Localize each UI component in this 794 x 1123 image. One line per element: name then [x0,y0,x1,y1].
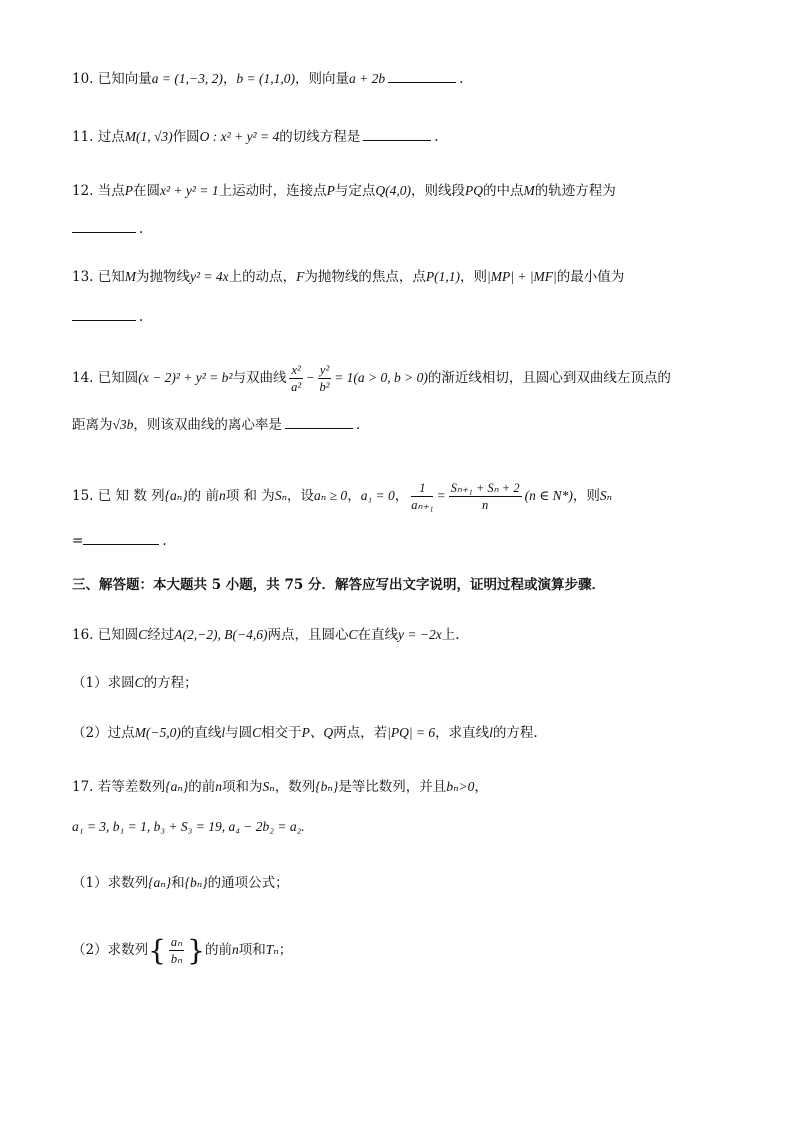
math-symbol: C [134,675,144,690]
line-equation: y = −2x [398,627,442,642]
question-text: （1）求圆 [72,675,135,691]
question-text: （2）过点 [72,725,135,741]
question-text: 已知 [97,269,125,285]
answer-blank[interactable] [363,126,431,141]
math-symbol: M [523,183,535,198]
question-text: 是等比数列，并且 [338,779,447,795]
left-brace: { [148,933,166,967]
math-symbol: P [326,183,335,198]
point-q: Q(4,0) [375,183,411,198]
question-text: ，数列 [274,779,316,795]
fraction-numerator: y² [319,363,330,377]
question-11 [72,126,734,148]
period: . [162,533,167,549]
question-text: ，则 [460,269,488,285]
question-number: 12. [72,183,98,199]
question-text: ，则该双曲线的离心率是 [133,417,282,433]
question-17 [72,776,734,798]
condition-a1: a₁ = 0 [360,488,395,503]
sequence-b: {bₙ} [315,779,339,794]
math-symbol: P、Q [301,725,334,740]
question-text: 项和为 [222,779,263,795]
answer-blank[interactable] [72,218,136,233]
period: . [139,221,144,237]
question-text: 和 [171,875,185,891]
question-text: 在圆 [133,183,161,199]
question-16-part-1 [72,672,734,694]
question-text: 项 和 为 [225,488,275,504]
math-symbol: P [124,183,134,198]
distance-value: √3b [112,417,134,432]
vector-b: b = (1,1,0) [236,71,295,86]
math-symbol: Sₙ [262,779,275,794]
vector-expr: a + 2b [348,71,386,86]
vector-a: a = (1,−3, 2) [151,71,223,86]
sequence-a: {aₙ} [148,875,172,890]
math-symbol: l [221,725,226,740]
math-symbol: M [124,269,137,284]
circle-equation: O : x² + y² = 4 [199,129,280,144]
fraction-reciprocal [411,480,433,513]
math-symbol: PQ [464,183,483,198]
question-number: 11. [72,129,98,145]
question-text: 与双曲线 [232,370,287,386]
question-text: 上的动点， [228,269,297,285]
question-text: 作圆 [172,129,200,145]
sequence-a: {aₙ} [164,488,188,503]
fraction-denominator: b² [319,380,330,394]
question-12-answer-line [72,218,734,240]
question-text: 的直线 [180,725,222,741]
period: . [459,71,464,87]
points-a-b: A(2,−2), B(−4,6) [174,627,268,642]
right-brace: } [187,933,205,967]
question-16-part-2 [72,722,734,744]
fraction-denominator: n [481,498,489,512]
question-text: 的中点 [482,183,524,199]
question-text: 与定点 [334,183,376,199]
period: . [139,309,144,325]
question-text: 的方程. [492,725,538,741]
question-text: 项和 [238,942,266,958]
question-15 [72,480,734,513]
question-text: 的前 [188,779,216,795]
question-number: 17. [72,779,98,795]
question-text: 距离为 [72,417,113,433]
condition-an: aₙ ≥ 0 [314,488,348,503]
math-symbol: n [231,942,239,957]
minus-sign: − [305,370,315,385]
question-text: 的最小值为 [556,269,625,285]
question-17-part-2 [72,934,734,967]
fraction-denominator: aₙ₊₁ [411,498,434,512]
question-text: 已 知 数 列 [97,488,165,504]
circle-equation: (x − 2)² + y² = b² [138,370,233,385]
math-symbol: Sₙ [274,488,288,503]
question-text: 的前 [204,942,232,958]
question-12 [72,180,734,202]
math-symbol: l [489,725,493,740]
domain-n: (n ∈ N*) [524,488,573,503]
question-number: 14. [72,370,98,386]
equals-sign: = [72,533,84,549]
question-text: ； [278,942,293,958]
question-17-part-1 [72,872,734,894]
sequence-a: {aₙ} [165,779,189,794]
fraction-denominator: bₙ [170,952,183,966]
point-m: M(−5,0) [134,725,181,740]
question-text: 与圆 [225,725,253,741]
question-text: ，求直线 [435,725,490,741]
question-text: ，则向量 [294,71,349,87]
question-text: 相交于 [261,725,302,741]
question-text: ，则 [572,488,600,504]
fraction-y2-b2 [318,362,331,395]
hyperbola-condition: = 1(a > 0, b > 0) [334,370,428,385]
question-text: 的轨迹方程为 [534,183,616,199]
equals-sign: = [436,488,446,503]
question-number: 15. [72,488,98,504]
question-17-conditions: a₁ = 3, b₁ = 1, b₃ + S₃ = 19, a₄ − 2b₂ = a₂. [72,819,305,834]
question-10 [72,68,734,90]
math-symbol: Tₙ [265,942,279,957]
distance-sum: |MP| + |MF| [487,269,557,284]
question-text: （2）求数列 [72,942,149,958]
fraction-an-bn [169,934,184,967]
question-14-line-2 [72,414,734,436]
fraction-numerator: aₙ [170,935,183,949]
fraction-numerator: Sₙ₊₁ + Sₙ + 2 [450,481,520,495]
question-text: 的 前 [187,488,219,504]
question-13 [72,266,734,288]
separator: ， [222,71,237,87]
separator: ， [394,488,409,504]
fraction-numerator: x² [291,363,301,377]
math-symbol: C [252,725,262,740]
fraction-numerator: 1 [411,480,433,497]
question-text: ，设 [287,488,315,504]
question-14 [72,362,734,395]
answer-blank[interactable] [285,414,353,429]
question-text: 的方程； [143,675,198,691]
question-text: 的切线方程是 [279,129,361,145]
point-p: P(1,1) [425,269,461,284]
question-text: 过点 [97,129,125,145]
period: . [355,417,361,433]
math-symbol: C [138,627,148,642]
question-number: 13. [72,269,98,285]
point-m: M(1, √3) [124,129,173,144]
question-text: ， [474,779,488,795]
sequence-b: {bₙ} [184,875,208,890]
period: . [434,129,439,145]
condition-bn: bₙ>0 [446,779,475,794]
question-text: 的通项公式； [207,875,289,891]
question-text: 为抛物线 [136,269,191,285]
circle-equation: x² + y² = 1 [160,183,219,198]
math-symbol: n [215,779,223,794]
separator: ， [347,488,361,504]
fraction-sum [449,480,522,513]
math-symbol: Sₙ [599,488,613,503]
question-text: 为抛物线的焦点，点 [304,269,426,285]
answer-blank[interactable] [83,530,159,545]
question-number: 10. [72,71,98,87]
question-text: 两点，若 [333,725,388,741]
question-number: 16. [72,627,98,643]
question-text: 两点，且圆心 [267,627,349,643]
question-text: 上运动时，连接点 [218,183,327,199]
question-text: 若等差数列 [97,779,166,795]
question-text: 已知圆 [97,627,139,643]
parabola-equation: y² = 4x [190,269,229,284]
answer-blank[interactable] [388,68,456,83]
math-symbol: n [218,488,226,503]
question-text: 的渐近线相切，且圆心到双曲线左顶点的 [427,370,671,386]
math-symbol: C [348,627,358,642]
fraction-denominator: a² [291,380,302,394]
answer-blank[interactable] [72,306,136,321]
section-heading: 三、解答题：本大题共 5 小题，共 75 分．解答应写出文字说明，证明过程或演算步骤． [72,577,605,593]
math-symbol: F [296,269,305,284]
question-text: 已知向量 [97,71,152,87]
question-text: 经过 [147,627,175,643]
question-text: 当点 [97,183,125,199]
question-text: 上. [441,627,460,643]
fraction-x2-a2 [289,362,302,395]
question-text: 已知圆 [97,370,139,386]
question-13-answer-line [72,306,734,328]
question-15-answer-line [72,530,734,552]
question-text: ，则线段 [410,183,465,199]
question-text: 在直线 [357,627,398,643]
question-text: （1）求数列 [72,875,149,891]
chord-length: |PQ| = 6 [387,725,436,740]
question-16 [72,624,734,646]
